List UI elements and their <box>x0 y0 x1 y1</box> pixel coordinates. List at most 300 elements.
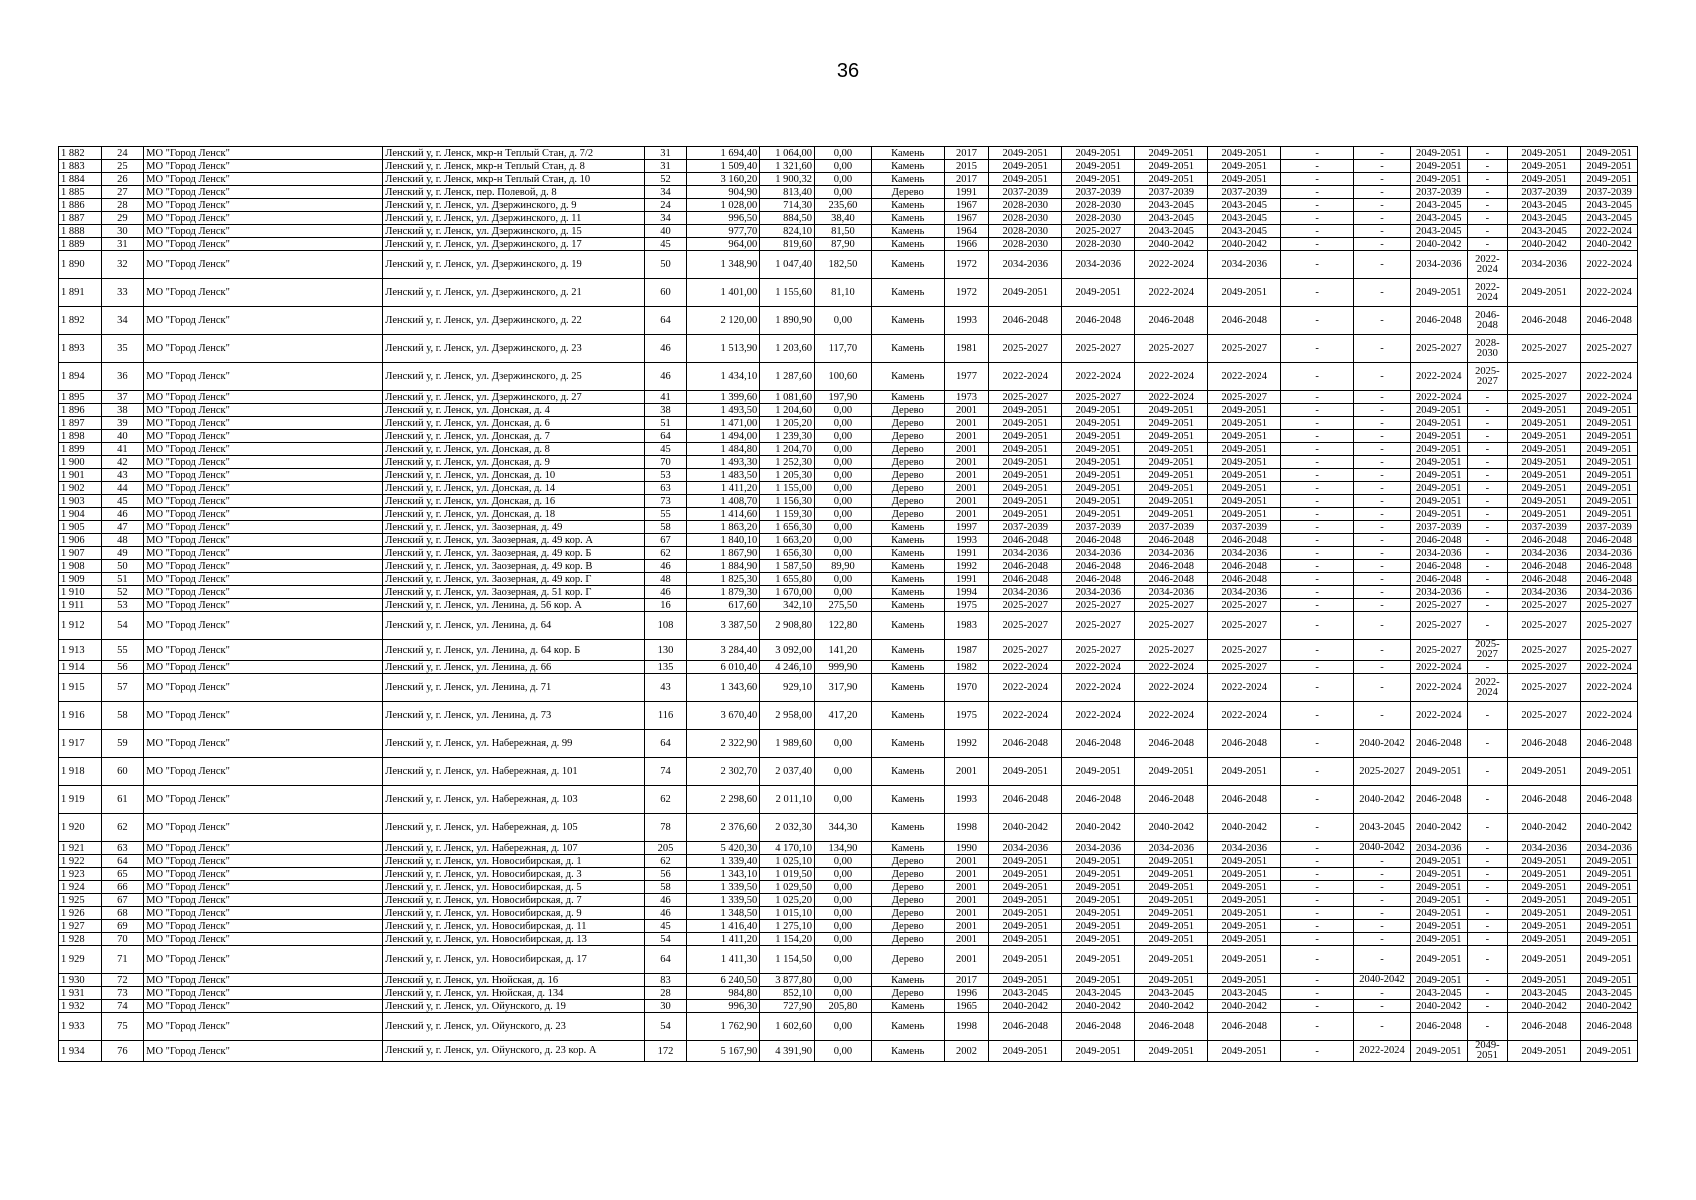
cell-total-area: 1 348,90 <box>687 251 760 279</box>
cell-period-basement: - <box>1354 469 1411 482</box>
cell-build-year: 2001 <box>944 430 989 443</box>
cell-period-sewer: 2046-2048 <box>1508 534 1581 547</box>
cell-apartments: 83 <box>644 974 687 987</box>
cell-period-water: - <box>1467 404 1508 417</box>
cell-period-elevator: - <box>1281 1000 1354 1013</box>
cell-period-power: 2040-2042 <box>1581 814 1638 842</box>
cell-period-elevator: - <box>1281 758 1354 786</box>
cell-period-facade: 2049-2051 <box>1062 1041 1135 1062</box>
cell-municipality: МО "Город Ленск" <box>144 186 383 199</box>
cell-reg-number: 1 884 <box>59 173 102 186</box>
cell-period-utilities: 2022-2024 <box>1208 702 1281 730</box>
cell-period-power: 2049-2051 <box>1581 946 1638 974</box>
cell-period-power: 2022-2024 <box>1581 363 1638 391</box>
cell-period-facade: 2049-2051 <box>1062 974 1135 987</box>
table-row <box>59 758 1638 786</box>
cell-apartments: 45 <box>644 238 687 251</box>
cell-municipality: МО "Город Ленск" <box>144 1013 383 1041</box>
cell-municipality: МО "Город Ленск" <box>144 907 383 920</box>
cell-wall-material: Камень <box>871 173 944 186</box>
cell-period-water: - <box>1467 469 1508 482</box>
cell-period-sewer: 2046-2048 <box>1508 1013 1581 1041</box>
cell-reg-number: 1 897 <box>59 417 102 430</box>
cell-period-basement: - <box>1354 147 1411 160</box>
cell-period-foundation: 2049-2051 <box>1135 443 1208 456</box>
cell-period-basement: - <box>1354 456 1411 469</box>
cell-reg-number: 1 902 <box>59 482 102 495</box>
cell-living-area: 1 081,60 <box>760 391 815 404</box>
cell-municipality: МО "Город Ленск" <box>144 173 383 186</box>
cell-period-roof: 2049-2051 <box>989 920 1062 933</box>
cell-period-power: 2025-2027 <box>1581 612 1638 640</box>
cell-period-basement: - <box>1354 251 1411 279</box>
cell-period-sewer: 2049-2051 <box>1508 974 1581 987</box>
cell-period-water: - <box>1467 443 1508 456</box>
cell-wall-material: Камень <box>871 225 944 238</box>
cell-reg-number: 1 883 <box>59 160 102 173</box>
cell-period-water: - <box>1467 586 1508 599</box>
cell-period-water: - <box>1467 508 1508 521</box>
cell-municipality: МО "Город Ленск" <box>144 508 383 521</box>
cell-municipality: МО "Город Ленск" <box>144 560 383 573</box>
cell-living-area: 1 275,10 <box>760 920 815 933</box>
cell-total-area: 996,50 <box>687 212 760 225</box>
cell-period-water: - <box>1467 599 1508 612</box>
cell-item-number: 71 <box>101 946 144 974</box>
cell-period-water: 2028-2030 <box>1467 335 1508 363</box>
cell-period-heating: 2022-2024 <box>1410 661 1467 674</box>
cell-period-basement: - <box>1354 640 1411 661</box>
cell-apartments: 62 <box>644 786 687 814</box>
cell-period-foundation: 2049-2051 <box>1135 974 1208 987</box>
cell-period-roof: 2049-2051 <box>989 173 1062 186</box>
cell-period-basement: - <box>1354 482 1411 495</box>
cell-period-foundation: 2025-2027 <box>1135 612 1208 640</box>
cell-municipality: МО "Город Ленск" <box>144 786 383 814</box>
cell-living-area: 727,90 <box>760 1000 815 1013</box>
cell-build-year: 1975 <box>944 599 989 612</box>
cell-period-utilities: 2049-2051 <box>1208 495 1281 508</box>
cell-wall-material: Камень <box>871 730 944 758</box>
cell-period-foundation: 2049-2051 <box>1135 933 1208 946</box>
cell-municipality: МО "Город Ленск" <box>144 391 383 404</box>
cell-wall-material: Камень <box>871 786 944 814</box>
cell-period-basement: 2025-2027 <box>1354 758 1411 786</box>
cell-period-elevator: - <box>1281 456 1354 469</box>
cell-municipality: МО "Город Ленск" <box>144 495 383 508</box>
cell-address: Ленский у, г. Ленск, ул. Дзержинского, д. 27 <box>383 391 644 404</box>
cell-total-area: 2 376,60 <box>687 814 760 842</box>
cell-period-basement: - <box>1354 560 1411 573</box>
cell-build-year: 1991 <box>944 186 989 199</box>
cell-address: Ленский у, г. Ленск, ул. Заозерная, д. 49 кор. А <box>383 534 644 547</box>
cell-period-utilities: 2043-2045 <box>1208 199 1281 212</box>
cell-period-utilities: 2034-2036 <box>1208 842 1281 855</box>
cell-nonresidential-area: 89,90 <box>815 560 872 573</box>
cell-address: Ленский у, г. Ленск, ул. Новосибирская, д. 11 <box>383 920 644 933</box>
cell-period-elevator: - <box>1281 814 1354 842</box>
cell-period-elevator: - <box>1281 599 1354 612</box>
cell-build-year: 2001 <box>944 855 989 868</box>
cell-period-power: 2049-2051 <box>1581 404 1638 417</box>
cell-nonresidential-area: 81,10 <box>815 279 872 307</box>
cell-period-power: 2049-2051 <box>1581 430 1638 443</box>
cell-item-number: 54 <box>101 612 144 640</box>
cell-period-power: 2049-2051 <box>1581 160 1638 173</box>
cell-total-area: 1 825,30 <box>687 573 760 586</box>
cell-period-facade: 2046-2048 <box>1062 730 1135 758</box>
cell-living-area: 1 655,80 <box>760 573 815 586</box>
cell-period-water: - <box>1467 173 1508 186</box>
table-row <box>59 730 1638 758</box>
cell-address: Ленский у, г. Ленск, ул. Набережная, д. 101 <box>383 758 644 786</box>
cell-period-heating: 2049-2051 <box>1410 160 1467 173</box>
cell-period-utilities: 2025-2027 <box>1208 661 1281 674</box>
cell-period-sewer: 2043-2045 <box>1508 199 1581 212</box>
cell-nonresidential-area: 0,00 <box>815 933 872 946</box>
cell-total-area: 1 867,90 <box>687 547 760 560</box>
cell-period-water: - <box>1467 907 1508 920</box>
cell-apartments: 52 <box>644 173 687 186</box>
cell-period-water: - <box>1467 987 1508 1000</box>
cell-period-heating: 2049-2051 <box>1410 443 1467 456</box>
cell-build-year: 2001 <box>944 907 989 920</box>
cell-apartments: 46 <box>644 363 687 391</box>
cell-wall-material: Камень <box>871 1013 944 1041</box>
cell-period-roof: 2025-2027 <box>989 640 1062 661</box>
cell-wall-material: Дерево <box>871 482 944 495</box>
cell-nonresidential-area: 81,50 <box>815 225 872 238</box>
cell-period-power: 2034-2036 <box>1581 842 1638 855</box>
cell-address: Ленский у, г. Ленск, ул. Ленина, д. 71 <box>383 674 644 702</box>
cell-period-basement: - <box>1354 933 1411 946</box>
cell-period-water: - <box>1467 534 1508 547</box>
table-row <box>59 842 1638 855</box>
table-row <box>59 251 1638 279</box>
cell-period-power: 2043-2045 <box>1581 199 1638 212</box>
cell-period-sewer: 2046-2048 <box>1508 307 1581 335</box>
cell-period-roof: 2049-2051 <box>989 946 1062 974</box>
cell-wall-material: Дерево <box>871 495 944 508</box>
cell-wall-material: Камень <box>871 573 944 586</box>
cell-total-area: 1 399,60 <box>687 391 760 404</box>
cell-address: Ленский у, г. Ленск, ул. Ленина, д. 73 <box>383 702 644 730</box>
cell-build-year: 2002 <box>944 1041 989 1062</box>
cell-nonresidential-area: 100,60 <box>815 363 872 391</box>
cell-build-year: 1994 <box>944 586 989 599</box>
cell-municipality: МО "Город Ленск" <box>144 640 383 661</box>
cell-total-area: 1 411,30 <box>687 946 760 974</box>
cell-period-heating: 2022-2024 <box>1410 363 1467 391</box>
cell-period-utilities: 2049-2051 <box>1208 920 1281 933</box>
cell-period-power: 2043-2045 <box>1581 987 1638 1000</box>
cell-build-year: 1967 <box>944 212 989 225</box>
cell-municipality: МО "Город Ленск" <box>144 573 383 586</box>
cell-period-elevator: - <box>1281 335 1354 363</box>
cell-period-elevator: - <box>1281 443 1354 456</box>
cell-apartments: 108 <box>644 612 687 640</box>
cell-period-foundation: 2049-2051 <box>1135 469 1208 482</box>
cell-period-heating: 2049-2051 <box>1410 508 1467 521</box>
cell-living-area: 1 025,20 <box>760 894 815 907</box>
cell-wall-material: Камень <box>871 238 944 251</box>
cell-period-power: 2049-2051 <box>1581 974 1638 987</box>
cell-period-sewer: 2040-2042 <box>1508 238 1581 251</box>
cell-total-area: 2 302,70 <box>687 758 760 786</box>
cell-apartments: 46 <box>644 560 687 573</box>
cell-period-power: 2022-2024 <box>1581 279 1638 307</box>
table-row <box>59 661 1638 674</box>
cell-total-area: 1 339,50 <box>687 881 760 894</box>
cell-living-area: 1 015,10 <box>760 907 815 920</box>
cell-period-elevator: - <box>1281 920 1354 933</box>
cell-period-facade: 2022-2024 <box>1062 702 1135 730</box>
cell-address: Ленский у, г. Ленск, ул. Нюйская, д. 16 <box>383 974 644 987</box>
cell-reg-number: 1 926 <box>59 907 102 920</box>
cell-period-roof: 2034-2036 <box>989 251 1062 279</box>
cell-living-area: 824,10 <box>760 225 815 238</box>
cell-item-number: 51 <box>101 573 144 586</box>
cell-build-year: 2017 <box>944 147 989 160</box>
cell-reg-number: 1 922 <box>59 855 102 868</box>
cell-period-heating: 2049-2051 <box>1410 920 1467 933</box>
cell-period-utilities: 2049-2051 <box>1208 881 1281 894</box>
cell-build-year: 1998 <box>944 814 989 842</box>
cell-reg-number: 1 896 <box>59 404 102 417</box>
cell-period-heating: 2034-2036 <box>1410 842 1467 855</box>
table-row <box>59 534 1638 547</box>
cell-period-utilities: 2049-2051 <box>1208 173 1281 186</box>
cell-period-facade: 2025-2027 <box>1062 599 1135 612</box>
cell-apartments: 43 <box>644 674 687 702</box>
cell-period-utilities: 2049-2051 <box>1208 482 1281 495</box>
cell-build-year: 2001 <box>944 469 989 482</box>
cell-period-sewer: 2034-2036 <box>1508 251 1581 279</box>
cell-period-foundation: 2046-2048 <box>1135 1013 1208 1041</box>
cell-reg-number: 1 924 <box>59 881 102 894</box>
table-row <box>59 495 1638 508</box>
cell-apartments: 38 <box>644 404 687 417</box>
cell-reg-number: 1 917 <box>59 730 102 758</box>
cell-period-heating: 2049-2051 <box>1410 907 1467 920</box>
cell-address: Ленский у, г. Ленск, ул. Ойунского, д. 19 <box>383 1000 644 1013</box>
cell-period-roof: 2034-2036 <box>989 842 1062 855</box>
cell-address: Ленский у, г. Ленск, ул. Новосибирская, д. 7 <box>383 894 644 907</box>
cell-period-facade: 2034-2036 <box>1062 586 1135 599</box>
cell-nonresidential-area: 0,00 <box>815 456 872 469</box>
cell-build-year: 1977 <box>944 363 989 391</box>
cell-item-number: 47 <box>101 521 144 534</box>
cell-municipality: МО "Город Ленск" <box>144 612 383 640</box>
cell-build-year: 2017 <box>944 974 989 987</box>
cell-wall-material: Камень <box>871 640 944 661</box>
cell-period-foundation: 2049-2051 <box>1135 920 1208 933</box>
cell-period-foundation: 2022-2024 <box>1135 363 1208 391</box>
table-row <box>59 160 1638 173</box>
cell-period-sewer: 2049-2051 <box>1508 430 1581 443</box>
cell-period-power: 2049-2051 <box>1581 173 1638 186</box>
cell-nonresidential-area: 0,00 <box>815 160 872 173</box>
cell-living-area: 1 155,00 <box>760 482 815 495</box>
cell-living-area: 929,10 <box>760 674 815 702</box>
cell-address: Ленский у, г. Ленск, ул. Донская, д. 8 <box>383 443 644 456</box>
cell-apartments: 58 <box>644 521 687 534</box>
cell-address: Ленский у, г. Ленск, ул. Ленина, д. 56 кор. А <box>383 599 644 612</box>
cell-period-elevator: - <box>1281 786 1354 814</box>
cell-period-elevator: - <box>1281 495 1354 508</box>
cell-build-year: 2001 <box>944 933 989 946</box>
cell-period-roof: 2034-2036 <box>989 586 1062 599</box>
cell-period-utilities: 2040-2042 <box>1208 814 1281 842</box>
cell-nonresidential-area: 0,00 <box>815 508 872 521</box>
cell-period-roof: 2022-2024 <box>989 661 1062 674</box>
cell-municipality: МО "Город Ленск" <box>144 534 383 547</box>
table-row <box>59 391 1638 404</box>
cell-period-heating: 2049-2051 <box>1410 482 1467 495</box>
cell-period-elevator: - <box>1281 1041 1354 1062</box>
cell-period-utilities: 2037-2039 <box>1208 521 1281 534</box>
cell-period-utilities: 2034-2036 <box>1208 547 1281 560</box>
cell-period-foundation: 2022-2024 <box>1135 702 1208 730</box>
cell-period-heating: 2043-2045 <box>1410 212 1467 225</box>
cell-address: Ленский у, г. Ленск, мкр-н Теплый Стан, д. 8 <box>383 160 644 173</box>
cell-period-heating: 2046-2048 <box>1410 730 1467 758</box>
cell-municipality: МО "Город Ленск" <box>144 430 383 443</box>
cell-municipality: МО "Город Ленск" <box>144 521 383 534</box>
cell-period-water: - <box>1467 560 1508 573</box>
cell-build-year: 1981 <box>944 335 989 363</box>
cell-period-roof: 2028-2030 <box>989 238 1062 251</box>
cell-period-water: - <box>1467 547 1508 560</box>
cell-municipality: МО "Город Ленск" <box>144 547 383 560</box>
cell-period-elevator: - <box>1281 855 1354 868</box>
cell-period-basement: - <box>1354 946 1411 974</box>
cell-period-roof: 2049-2051 <box>989 160 1062 173</box>
cell-period-sewer: 2049-2051 <box>1508 160 1581 173</box>
cell-period-basement: - <box>1354 894 1411 907</box>
cell-period-basement: - <box>1354 443 1411 456</box>
cell-address: Ленский у, г. Ленск, ул. Заозерная, д. 49 кор. В <box>383 560 644 573</box>
cell-address: Ленский у, г. Ленск, ул. Новосибирская, д. 17 <box>383 946 644 974</box>
cell-period-basement: - <box>1354 335 1411 363</box>
cell-municipality: МО "Город Ленск" <box>144 456 383 469</box>
cell-total-area: 1 762,90 <box>687 1013 760 1041</box>
cell-period-water: - <box>1467 868 1508 881</box>
cell-period-sewer: 2049-2051 <box>1508 279 1581 307</box>
cell-apartments: 78 <box>644 814 687 842</box>
cell-address: Ленский у, г. Ленск, ул. Дзержинского, д. 19 <box>383 251 644 279</box>
cell-period-power: 2049-2051 <box>1581 482 1638 495</box>
cell-wall-material: Камень <box>871 758 944 786</box>
cell-item-number: 67 <box>101 894 144 907</box>
cell-reg-number: 1 933 <box>59 1013 102 1041</box>
cell-apartments: 73 <box>644 495 687 508</box>
cell-period-sewer: 2049-2051 <box>1508 173 1581 186</box>
cell-apartments: 62 <box>644 855 687 868</box>
cell-period-utilities: 2040-2042 <box>1208 1000 1281 1013</box>
cell-address: Ленский у, г. Ленск, ул. Донская, д. 7 <box>383 430 644 443</box>
cell-living-area: 1 900,32 <box>760 173 815 186</box>
cell-build-year: 1975 <box>944 702 989 730</box>
cell-period-water: - <box>1467 855 1508 868</box>
cell-period-sewer: 2049-2051 <box>1508 758 1581 786</box>
cell-period-water: - <box>1467 920 1508 933</box>
cell-period-foundation: 2049-2051 <box>1135 456 1208 469</box>
cell-period-roof: 2046-2048 <box>989 560 1062 573</box>
cell-period-elevator: - <box>1281 974 1354 987</box>
cell-total-area: 1 401,00 <box>687 279 760 307</box>
table-row <box>59 335 1638 363</box>
table-row <box>59 894 1638 907</box>
cell-nonresidential-area: 0,00 <box>815 758 872 786</box>
cell-apartments: 64 <box>644 730 687 758</box>
cell-address: Ленский у, г. Ленск, ул. Нюйская, д. 134 <box>383 987 644 1000</box>
cell-total-area: 1 484,80 <box>687 443 760 456</box>
cell-total-area: 904,90 <box>687 186 760 199</box>
cell-municipality: МО "Город Ленск" <box>144 881 383 894</box>
cell-build-year: 1967 <box>944 199 989 212</box>
cell-apartments: 74 <box>644 758 687 786</box>
cell-period-elevator: - <box>1281 212 1354 225</box>
cell-period-roof: 2022-2024 <box>989 702 1062 730</box>
cell-reg-number: 1 905 <box>59 521 102 534</box>
cell-total-area: 1 493,50 <box>687 404 760 417</box>
cell-period-heating: 2043-2045 <box>1410 199 1467 212</box>
cell-period-foundation: 2025-2027 <box>1135 335 1208 363</box>
cell-item-number: 74 <box>101 1000 144 1013</box>
cell-living-area: 1 670,00 <box>760 586 815 599</box>
cell-wall-material: Дерево <box>871 508 944 521</box>
cell-period-power: 2022-2024 <box>1581 251 1638 279</box>
cell-reg-number: 1 889 <box>59 238 102 251</box>
table-row <box>59 702 1638 730</box>
cell-total-area: 1 434,10 <box>687 363 760 391</box>
cell-period-facade: 2049-2051 <box>1062 404 1135 417</box>
cell-apartments: 67 <box>644 534 687 547</box>
cell-period-utilities: 2049-2051 <box>1208 443 1281 456</box>
cell-period-power: 2046-2048 <box>1581 307 1638 335</box>
cell-total-area: 1 339,50 <box>687 894 760 907</box>
cell-municipality: МО "Город Ленск" <box>144 335 383 363</box>
cell-period-foundation: 2043-2045 <box>1135 225 1208 238</box>
cell-address: Ленский у, г. Ленск, ул. Донская, д. 4 <box>383 404 644 417</box>
cell-total-area: 1 509,40 <box>687 160 760 173</box>
cell-build-year: 2001 <box>944 894 989 907</box>
cell-period-power: 2049-2051 <box>1581 855 1638 868</box>
cell-wall-material: Дерево <box>871 933 944 946</box>
cell-build-year: 2001 <box>944 508 989 521</box>
cell-period-utilities: 2046-2048 <box>1208 573 1281 586</box>
cell-address: Ленский у, г. Ленск, ул. Донская, д. 14 <box>383 482 644 495</box>
cell-period-sewer: 2049-2051 <box>1508 894 1581 907</box>
cell-nonresidential-area: 117,70 <box>815 335 872 363</box>
housing-registry-table <box>58 146 1638 1062</box>
cell-period-foundation: 2049-2051 <box>1135 907 1208 920</box>
cell-item-number: 69 <box>101 920 144 933</box>
cell-period-elevator: - <box>1281 894 1354 907</box>
cell-period-elevator: - <box>1281 469 1354 482</box>
table-row <box>59 640 1638 661</box>
cell-address: Ленский у, г. Ленск, ул. Донская, д. 6 <box>383 417 644 430</box>
cell-period-elevator: - <box>1281 417 1354 430</box>
cell-period-foundation: 2022-2024 <box>1135 674 1208 702</box>
cell-period-foundation: 2034-2036 <box>1135 586 1208 599</box>
cell-period-foundation: 2043-2045 <box>1135 212 1208 225</box>
cell-period-utilities: 2043-2045 <box>1208 987 1281 1000</box>
cell-apartments: 135 <box>644 661 687 674</box>
cell-total-area: 5 167,90 <box>687 1041 760 1062</box>
cell-period-roof: 2049-2051 <box>989 404 1062 417</box>
